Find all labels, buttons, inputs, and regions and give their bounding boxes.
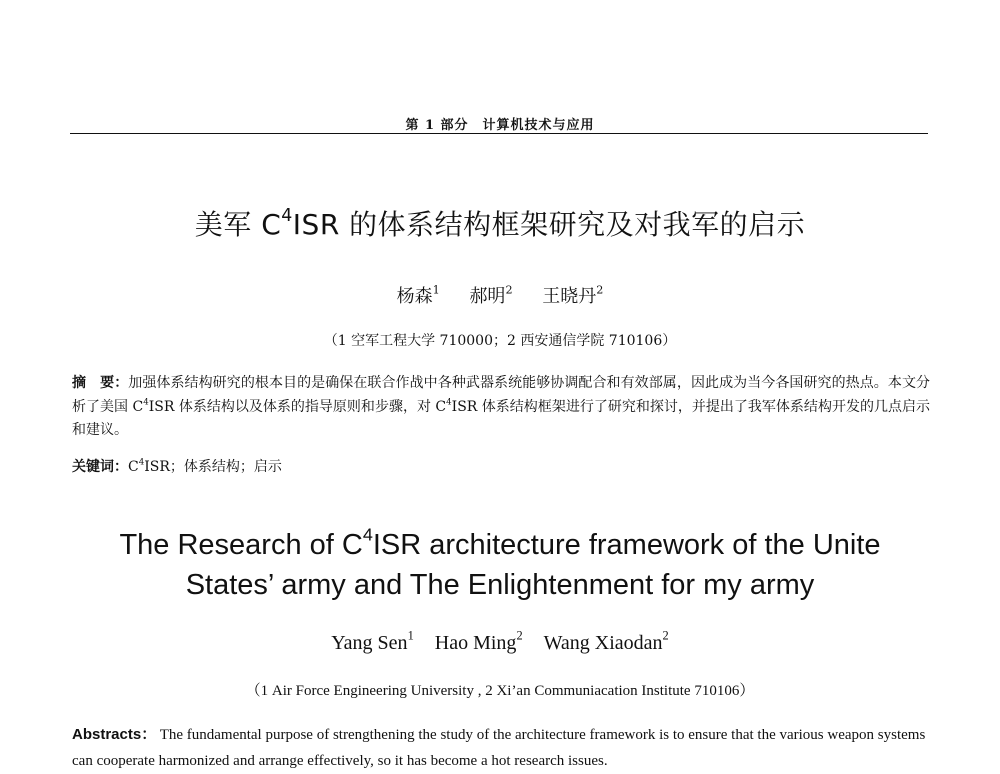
chinese-affiliation: （1 空军工程大学 710000；2 西安通信学院 710106）	[323, 333, 677, 349]
chinese-keywords-label: 关键词：	[72, 459, 128, 475]
author-affiliation-marker: 2	[516, 628, 523, 643]
chinese-abstract-superscript: 4	[446, 397, 452, 407]
english-authors	[0, 628, 1000, 655]
author-affiliation-marker: 1	[432, 283, 440, 297]
chinese-title-text-before: 美军 C	[194, 208, 282, 241]
author-name: Yang Sen	[331, 632, 408, 654]
author	[434, 628, 523, 654]
chinese-title-text-after: ISR 的体系结构框架研究及对我军的启示	[292, 208, 806, 241]
english-affiliation: （1 Air Force Engineering University , 2 Xi’an Communiacation Institute 710106）	[245, 683, 755, 699]
author-affiliation-marker: 1	[407, 628, 414, 643]
chinese-authors	[0, 282, 1000, 308]
running-head: 第 1 部分 计算机技术与应用	[405, 118, 595, 133]
chinese-abstract-label: 摘 要：	[72, 375, 129, 391]
author-affiliation-marker: 2	[505, 283, 513, 297]
author-name: Wang Xiaodan	[543, 632, 663, 654]
english-abstract	[72, 722, 930, 774]
author	[331, 628, 414, 654]
author-name: 郝明	[469, 286, 506, 307]
chinese-abstract-text-3: ISR 体系结构框架进行了研究和探讨，并提出了我军体系结构开发的几点启示和建议。	[72, 398, 930, 438]
chinese-title-superscript: 4	[281, 205, 293, 226]
header-rule	[70, 133, 928, 134]
keyword-list: ISR；体系结构；启示	[144, 459, 282, 475]
chinese-keywords	[72, 456, 930, 476]
author-affiliation-marker: 2	[596, 283, 604, 297]
author	[543, 628, 669, 654]
author	[542, 283, 604, 307]
english-title-text-before: The Research of C	[119, 529, 363, 561]
keyword-superscript: 4	[138, 457, 145, 468]
english-title-line2: States’ army and The Enlightenment for my army	[185, 569, 815, 601]
author-affiliation-marker: 2	[662, 628, 669, 643]
chinese-abstract-text-1: 加强体系结构研究的根本目的是确保在联合作战中各种武器系统能够协调配合和有效部属，因此成为当今各国研究的热点。本文分析了美国 C	[72, 375, 931, 415]
chinese-abstract-superscript: 4	[143, 397, 149, 407]
english-abstract-text: The fundamental purpose of strengthening the study of the architecture framework is to ensure that the various weapon systems can cooperate harmonized and arrange effectively, so it has become a hot research issues.	[72, 727, 926, 769]
author-name: 王晓丹	[542, 286, 597, 307]
english-title	[60, 525, 940, 605]
chinese-abstract	[72, 372, 930, 443]
chinese-abstract-text-2: ISR 体系结构以及体系的指导原则和步骤，对 C	[148, 398, 447, 415]
english-title-superscript: 4	[362, 524, 373, 545]
author-name: Hao Ming	[434, 632, 517, 654]
chinese-title	[0, 203, 1000, 243]
author	[396, 283, 440, 307]
english-title-line1-rest: ISR architecture framework of the Unite	[372, 529, 881, 561]
author-name: 杨森	[396, 286, 433, 307]
keyword-prefix: C	[128, 459, 139, 475]
author	[469, 283, 513, 307]
english-abstract-label: Abstracts：	[72, 726, 157, 743]
